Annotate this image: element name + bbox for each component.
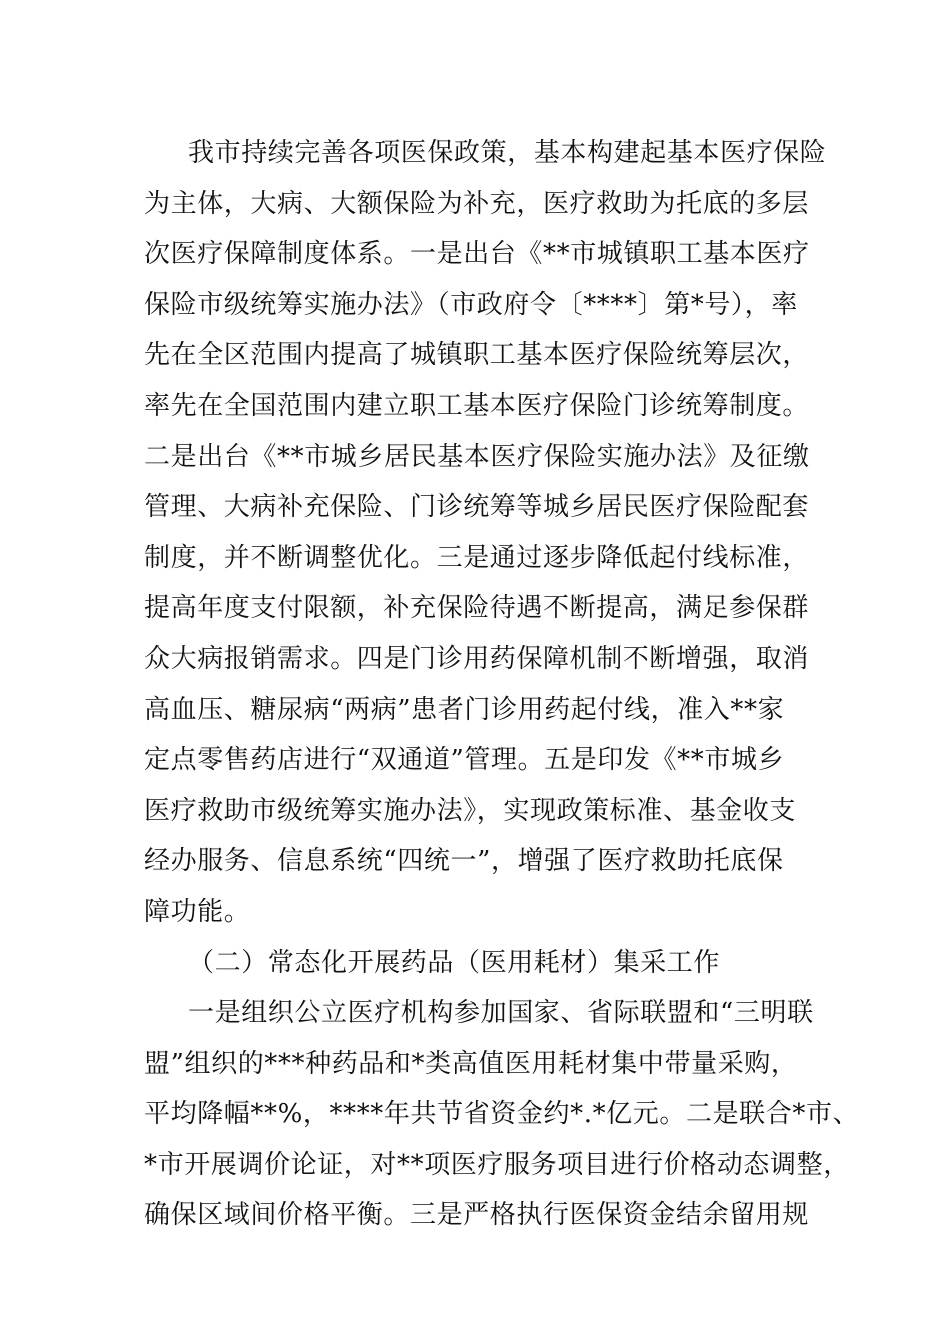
document-body xyxy=(144,128,860,1241)
paragraph-1-line-10: 提高年度支付限额，补充保险待遇不断提高，满足参保群 xyxy=(144,593,810,624)
paragraph-2-line-2: 盟”组织的***种药品和*类高值医用耗材集中带量采购， xyxy=(144,1048,798,1079)
paragraph-1-line-1: 我市持续完善各项医保政策，基本构建起基本医疗保险 xyxy=(188,138,827,168)
paragraph-2-line-1: 一是组织公立医疗机构参加国家、省际联盟和“三明联 xyxy=(188,998,814,1029)
paragraph-1-line-6: 率先在全国范围内建立职工基本医疗保险门诊统筹制度。 xyxy=(144,390,810,421)
paragraph-1-line-3: 次医疗保障制度体系。一是出台《**市城镇职工基本医疗 xyxy=(144,239,810,270)
paragraph-1-line-8: 管理、大病补充保险、门诊统筹等城乡居民医疗保险配套 xyxy=(144,492,810,523)
paragraph-2-line-5: 确保区域间价格平衡。三是严格执行医保资金结余留用规 xyxy=(144,1200,810,1231)
paragraph-1-line-12: 高血压、糖尿病“两病”患者门诊用药起付线，准入**家 xyxy=(144,694,785,725)
paragraph-1-line-13: 定点零售药店进行“双通道”管理。五是印发《**市城乡 xyxy=(144,745,785,776)
paragraph-1-line-9: 制度，并不断调整优化。三是通过逐步降低起付线标准， xyxy=(144,542,810,573)
paragraph-1-line-11: 众大病报销需求。四是门诊用药保障机制不断增强，取消 xyxy=(144,643,810,674)
paragraph-1-line-16: 障功能。 xyxy=(144,896,251,927)
paragraph-1-line-4: 保险市级统筹实施办法》（市政府令〔****〕第*号），率 xyxy=(144,289,798,320)
paragraph-1-line-2: 为主体，大病、大额保险为补充，医疗救助为托底的多层 xyxy=(144,188,810,219)
section-heading: （二）常态化开展药品（医用耗材）集采工作 xyxy=(188,947,721,978)
paragraph-1-line-14: 医疗救助市级统筹实施办法》，实现政策标准、基金收支 xyxy=(144,795,797,826)
paragraph-2-line-4: *市开展调价论证，对**项医疗服务项目进行价格动态调整， xyxy=(144,1149,850,1180)
paragraph-2-line-3: 平均降幅**%，****年共节省资金约*.*亿元。二是联合*市、 xyxy=(144,1099,860,1130)
paragraph-1-line-5: 先在全区范围内提高了城镇职工基本医疗保险统筹层次， xyxy=(144,340,810,371)
paragraph-1-line-7: 二是出台《**市城乡居民基本医疗保险实施办法》及征缴 xyxy=(144,441,810,472)
paragraph-1-line-15: 经办服务、信息系统“四统一”，增强了医疗救助托底保 xyxy=(144,846,784,877)
